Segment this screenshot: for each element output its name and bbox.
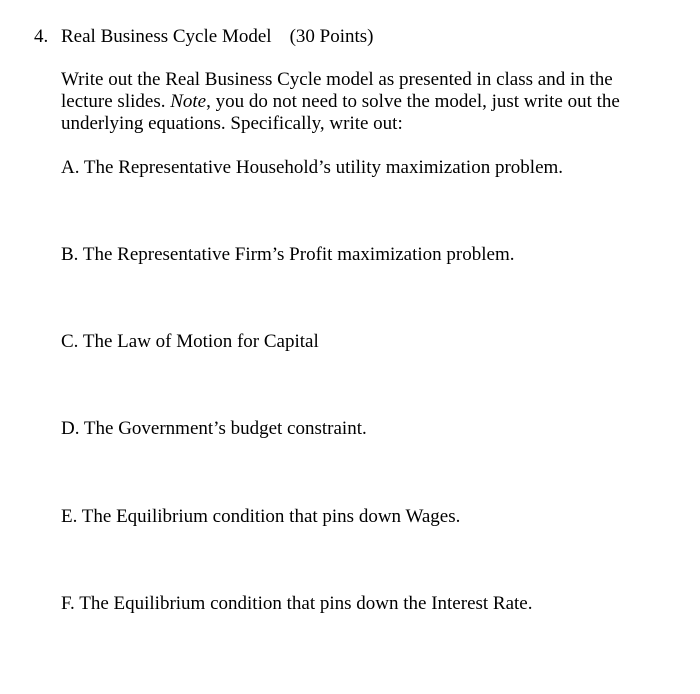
item-letter: C.: [61, 331, 79, 352]
item-letter: E.: [61, 506, 78, 527]
list-item-b: [61, 244, 515, 266]
item-text: The Representative Household’s utility maximization problem.: [83, 157, 564, 178]
item-text: The Representative Firm’s Profit maximization problem.: [82, 244, 515, 265]
instructions-line-2-start: lecture slides.: [61, 91, 171, 112]
item-letter: F.: [61, 593, 75, 614]
note-emphasis: Note: [170, 91, 207, 112]
list-item-c: [61, 331, 319, 353]
question-points: (30 Points): [289, 26, 374, 47]
item-text: The Equilibrium condition that pins down the Interest Rate.: [79, 593, 533, 614]
list-item-a: [61, 157, 563, 179]
instructions-line-3: underlying equations. Specifically, write out:: [61, 113, 403, 134]
list-item-d: [61, 418, 367, 440]
instructions-line-1: Write out the Real Business Cycle model as presented in class and in the: [61, 69, 613, 90]
item-letter: B.: [61, 244, 79, 265]
question-number: 4.: [34, 26, 49, 47]
list-item-f: [61, 593, 533, 615]
list-item-e: [61, 506, 460, 528]
item-letter: D.: [61, 418, 80, 439]
instructions-line-2: [61, 91, 661, 113]
question-title: Real Business Cycle Model: [61, 26, 272, 47]
instructions-line-2-end: , you do not need to solve the model, just write out the: [206, 91, 620, 112]
question-heading: [34, 26, 374, 48]
item-text: The Equilibrium condition that pins down Wages.: [81, 506, 461, 527]
item-letter: A.: [61, 157, 80, 178]
item-text: The Law of Motion for Capital: [82, 331, 319, 352]
instructions-paragraph: [61, 69, 661, 135]
item-text: The Government’s budget constraint.: [83, 418, 367, 439]
